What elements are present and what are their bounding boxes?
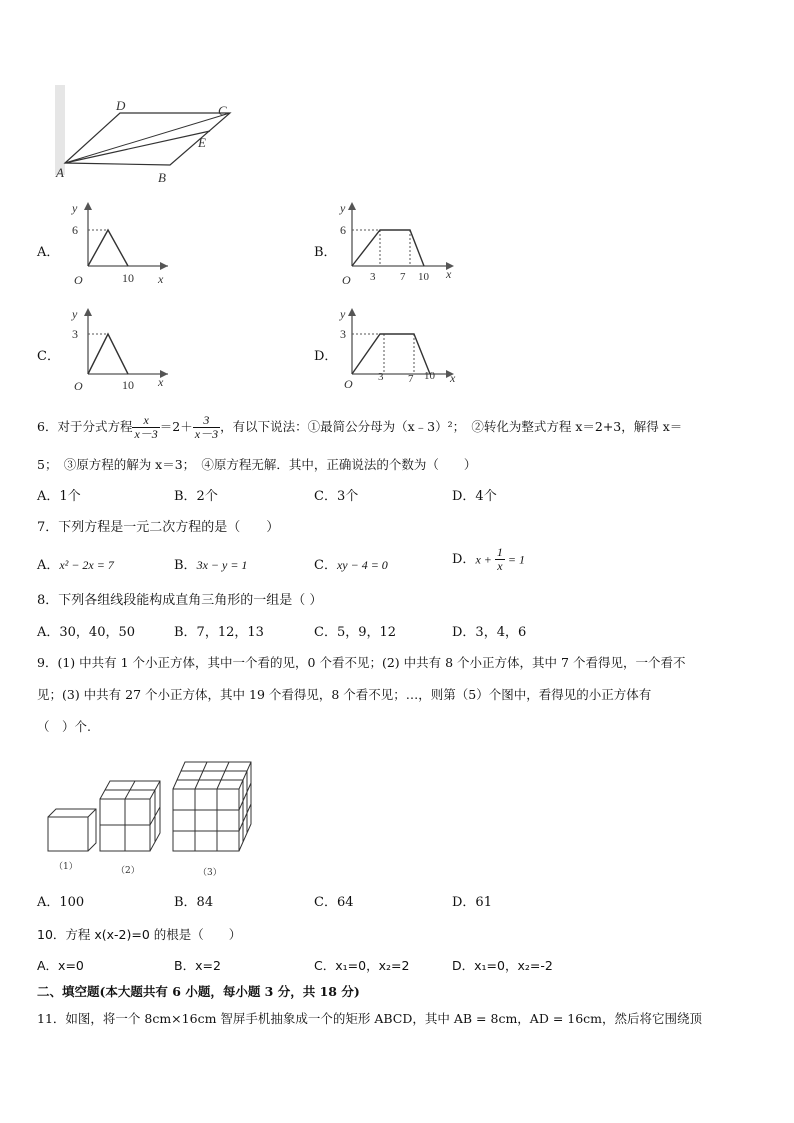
q5-graph-c [60,302,175,397]
origin-label: O [74,273,83,287]
q8-option-b[interactable]: B．7，12，13 [174,625,264,640]
q10-stem: 10．方程 x(x-2)=0 的根是（ ） [37,927,242,942]
cubes-figure [40,755,260,880]
q6-prefix: 6．对于分式方程 [37,419,133,434]
q6-fraction-1 [132,414,159,441]
q6-suffix: ，有以下说法：①最简公分母为（x﹣3）²； ②转化为整式方程 x＝2+3，解得 x＝ [220,419,683,434]
q7-option-a-letter: A． [37,558,60,573]
q8-option-a[interactable]: A．30，40，50 [37,625,136,640]
q7-option-c[interactable] [314,556,388,575]
frac-den: x－3 [134,427,158,441]
q10-option-d[interactable]: D．x₁=0，x₂=-2 [452,958,553,973]
scan-shadow [55,85,65,175]
origin-label: O [344,377,353,391]
frac-num: x [132,414,159,428]
y-tick: 6 [340,223,346,237]
q6-option-b[interactable]: B．2个 [174,489,218,504]
q7-option-b[interactable] [174,556,247,575]
axis-x-label: x [446,267,452,281]
q9-option-d[interactable]: D．61 [452,895,492,910]
q9-line1: 9．(1) 中共有 1 个小正方体，其中一个看的见，0 个看不见；(2) 中共有 8 个小正方体，其中 7 个看得见，一个看不 [37,655,686,670]
cube-2-caption: （2） [116,866,140,876]
q5-graph-d [334,302,464,397]
q9-line3: （ ）个. [37,719,91,734]
q7-option-d-tail: = 1 [504,552,525,567]
q6-line1 [37,414,682,441]
axis-y-label: y [72,201,78,215]
q11-text: 11．如图，将一个 8cm×16cm 智屏手机抽象成一个的矩形 ABCD，其中 AB = 8cm，AD = 16cm，然后将它围绕顶 [37,1011,703,1026]
q7-option-b-letter: B． [174,558,197,573]
label-c: C [218,103,227,118]
q6-option-d[interactable]: D．4个 [452,489,497,504]
q9-line2: 见；(3) 中共有 27 个小正方体，其中 19 个看得见，8 个看不见；…，则第（5）个图中，看得见的小正方体有 [37,687,652,702]
graph-line [88,230,128,266]
q5-option-d-letter[interactable]: D． [314,349,338,364]
q7-option-a[interactable] [37,556,114,575]
x-tick: 10 [122,378,134,392]
y-tick: 3 [340,327,346,341]
q10-option-a[interactable]: A．x=0 [37,958,84,973]
axis-x-label: x [158,272,164,286]
q6-option-c[interactable]: C．3个 [314,489,359,504]
cube-1-caption: （1） [54,862,78,872]
q7-option-a-expr: x² − 2x = 7 [59,558,114,572]
q5-option-c-letter[interactable]: C． [37,349,60,364]
origin-label: O [74,379,83,393]
q9-option-b[interactable]: B．84 [174,895,214,910]
q9-option-c[interactable]: C．64 [314,895,354,910]
q8-option-d[interactable]: D．3，4，6 [452,625,527,640]
graph-line [352,230,424,266]
q6-option-a[interactable]: A．1个 [37,489,81,504]
frac-num: 3 [193,414,220,428]
q6-fraction-2 [193,414,220,441]
x-tick: 10 [418,271,429,283]
q9-option-a[interactable]: A．100 [37,895,85,910]
axis-y-label: y [340,201,346,215]
q10-option-c[interactable]: C．x₁=0，x₂=2 [314,958,410,973]
q5-option-a-letter[interactable]: A． [37,245,60,260]
frac-den: x－3 [194,427,219,441]
x-tick: 10 [424,370,435,382]
graph-line [88,334,128,374]
segment-ae [65,131,210,163]
y-tick: 3 [72,327,78,341]
q7-stem: 7．下列方程是一元二次方程的是（ ） [37,520,280,535]
origin-label: O [342,273,351,287]
q7-option-c-letter: C． [314,558,337,573]
q7-option-d-letter: D． [452,551,476,567]
graph-line [352,334,430,374]
parallelogram-figure [50,85,250,185]
q8-option-c[interactable]: C．5，9，12 [314,625,397,640]
section-2-title: 二、填空题(本大题共有 6 小题，每小题 3 分，共 18 分) [37,984,360,999]
axis-y-label: y [340,307,346,321]
cube-2 [100,781,160,851]
q6-mid: ＝2＋ [159,419,193,434]
q7-option-d[interactable] [452,546,525,573]
q10-option-b[interactable]: B．x=2 [174,958,221,973]
label-b: B [158,170,166,185]
x-tick: 7 [400,271,406,283]
q8-stem: 8．下列各组线段能构成直角三角形的一组是（ ） [37,593,323,608]
cube-1 [48,809,96,851]
x-tick: 7 [408,373,414,385]
axis-x-label: x [158,375,164,389]
cube-3 [173,762,251,851]
label-d: D [116,98,126,113]
x-tick: 3 [370,271,376,283]
cube-3-caption: （3） [198,868,222,878]
q7-option-d-expr: x + [475,552,495,567]
axis-x-label: x [450,371,456,385]
q5-graph-b [334,198,464,293]
label-a: A [56,165,64,180]
q6-line2: 5； ③原方程的解为 x＝3； ④原方程无解．其中，正确说法的个数为（ ） [37,457,477,472]
x-tick: 3 [378,371,384,383]
q5-option-b-letter[interactable]: B． [314,245,337,260]
axis-y-label: y [72,307,78,321]
q7-option-d-fraction [495,546,505,573]
frac-den: x [497,559,503,573]
x-tick: 10 [122,271,134,285]
y-tick: 6 [72,223,78,237]
frac-num: 1 [496,545,503,559]
label-e: E [198,135,206,150]
q7-option-b-expr: 3x − y = 1 [196,558,248,572]
q7-option-c-expr: xy − 4 = 0 [336,558,388,572]
q5-graph-a [60,198,175,293]
